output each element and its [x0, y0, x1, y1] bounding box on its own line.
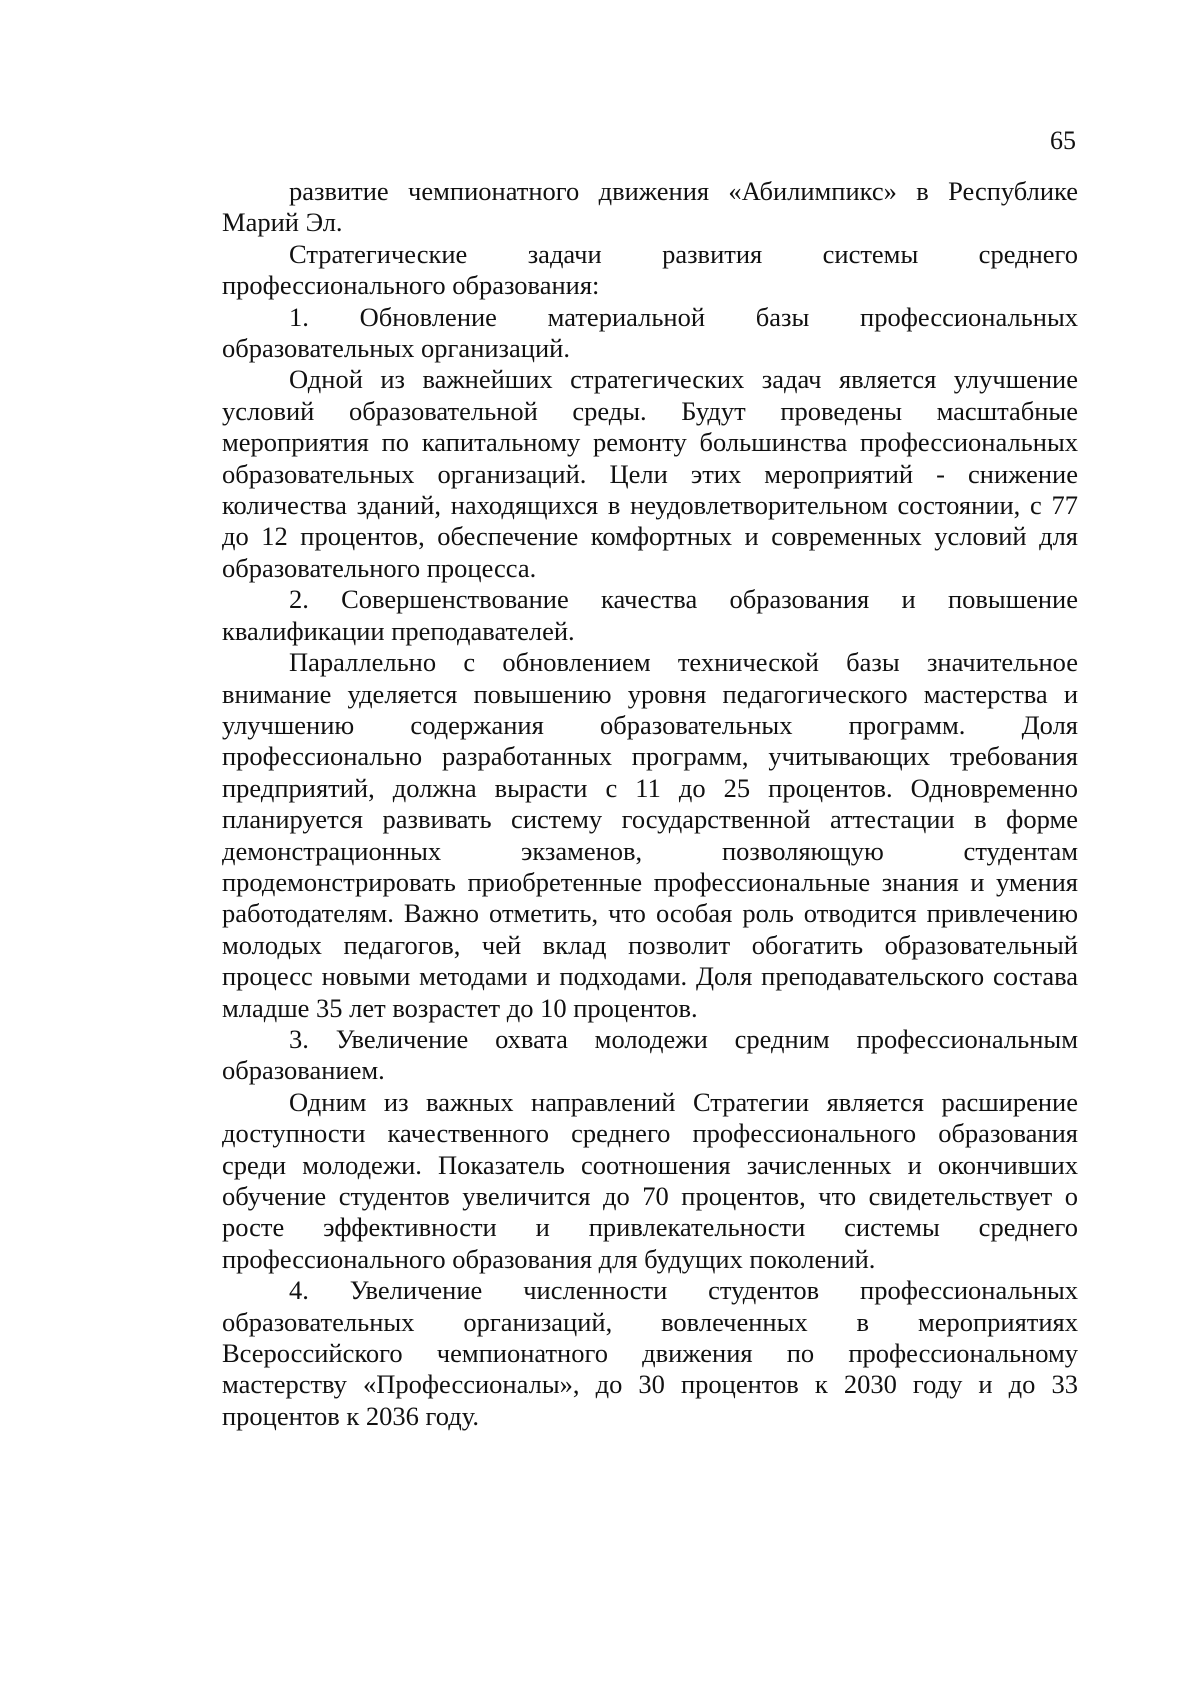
page-number: 65	[1050, 126, 1076, 155]
paragraph-task-4-heading: 4. Увеличение численности студентов профессиональных образовательных организаций, вовлеченных в мероприятиях Всероссийского чемпионатного движения по профессиональному мастерству «Профессионалы», до 30 процентов к 2030 году и до 33 процентов к 2036 году.	[222, 1275, 1078, 1431]
paragraph-strategic-tasks-intro: Стратегические задачи развития системы среднего профессионального образования:	[222, 238, 1078, 301]
paragraph-abilympics: развитие чемпионатного движения «Абилимпикс» в Республике Марий Эл.	[222, 176, 1078, 238]
paragraph-task-3-heading: 3. Увеличение охвата молодежи средним профессиональным образованием.	[222, 1023, 1078, 1086]
paragraph-task-2-body: Параллельно с обновлением технической базы значительное внимание уделяется повышению уровня педагогического мастерства и улучшению содержания образовательных программ. Доля профессионально разработанных программ, учитывающих требования предприятий, должна вырасти с 11 до 25 процентов. Одновременно планируется развивать систему государственной аттестации в форме демонстрационных экзаменов, позволяющую студентам продемонстрировать приобретенные профессиональные знания и умения работодателям. Важно отметить, что особая роль отводится привлечению молодых педагогов, чей вклад позволит обогатить образовательный процесс новыми методами и подходами. Доля преподавательского состава младше 35 лет возрастет до 10 процентов.	[222, 647, 1078, 1023]
document-body	[222, 176, 1078, 1432]
paragraph-task-1-body: Одной из важнейших стратегических задач является улучшение условий образовательной среды. Будут проведены масштабные мероприятия по капитальному ремонту большинства профессиональных образовательных организаций. Цели этих мероприятий - снижение количества зданий, находящихся в неудовлетворительном состоянии, с 77 до 12 процентов, обеспечение комфортных и современных условий для образовательного процесса.	[222, 364, 1078, 583]
paragraph-task-1-heading: 1. Обновление материальной базы профессиональных образовательных организаций.	[222, 301, 1078, 364]
paragraph-task-3-body: Одним из важных направлений Стратегии является расширение доступности качественного среднего профессионального образования среди молодежи. Показатель соотношения зачисленных и окончивших обучение студентов увеличится до 70 процентов, что свидетельствует о росте эффективности и привлекательности системы среднего профессионального образования для будущих поколений.	[222, 1086, 1078, 1274]
paragraph-task-2-heading: 2. Совершенствование качества образования и повышение квалификации преподавателей.	[222, 584, 1078, 646]
